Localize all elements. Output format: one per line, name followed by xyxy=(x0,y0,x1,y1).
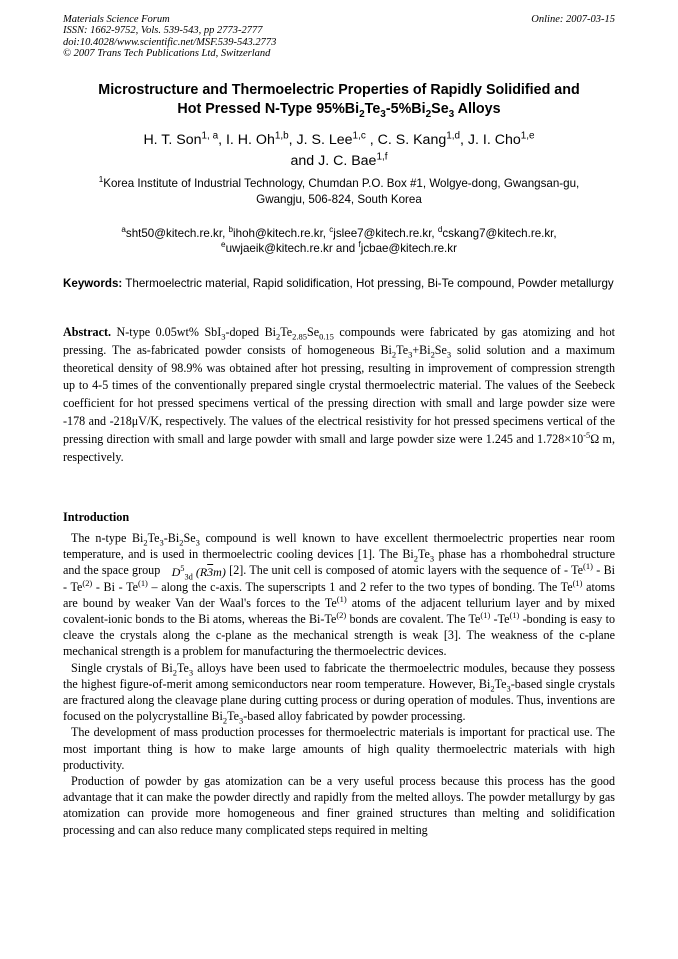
intro-paragraph-2: Single crystals of $Bi_2Te_3$ alloys have been used to fabricate the thermoelectric modules, because they possess the highest figure-of-merit among semiconductors near room temperature. However, $Bi_2Te_3$-based single crystals are fractured along the cleavage plane during cutting process or during operation of modules. Thus, inventions are focused on the polycrystalline $Bi_2Te_3$-based alloy fabricated by powder processing. xyxy=(63,660,615,726)
keywords-text: Thermoelectric material, Rapid solidification, Hot pressing, Bi-Te compound, Powder metallurgy xyxy=(122,277,614,290)
author-line-2: and J. C. Bae$^{1,f}$ xyxy=(290,151,388,169)
intro-paragraph-1: The n-type $Bi_2Te_3-Bi_2Se_3$ compound is well known to have excellent thermoelectric properties near room temperature, and is used in thermoelectric cooling devices [1]. The $Bi_2Te_3$ phase has a rhombohedral structure and the space group $D^5_{3d}$ (R3m) [2]. The unit cell is composed of atomic layers with the sequence of - Te$^{(1)}$ - Bi - Te$^{(2)}$ - Bi - Te$^{(1)}$ – along the c-axis. The superscripts 1 and 2 refer to the two types of bonding. The Te$^{(1)}$ atoms are bound by weaker Van der Waal's forces to the Te$^{(1)}$ atoms of the adjacent tellurium layer and by mixed covalent-ionic bonds to the Bi atoms, whereas the Bi-Te$^{(2)}$ bonds are covalent. The Te$^{(1)}$ -Te$^{(1)}$ -bonding is easy to cleave the crystals along the c-plane as the mechanical strength is weak [3]. The weakness of the c-plane mechanical strength is a problem for manufacturing the thermoelectric devices. xyxy=(63,531,616,659)
affiliation: $^1$Korea Institute of Industrial Technology, Chumdan P.O. Box #1, Wolgye-dong, Gwangsan-gu, Gwangju, 506-824, South Korea xyxy=(98,175,580,206)
abstract-label: Abstract. xyxy=(63,325,112,339)
keywords xyxy=(63,276,615,292)
introduction-body xyxy=(63,530,615,838)
copyright-line: © 2007 Trans Tech Publications Ltd, Switzerland xyxy=(63,47,271,59)
journal-name: Materials Science Forum xyxy=(63,14,170,25)
author-list xyxy=(40,130,638,172)
space-group-symbol: $D^5_{3d}$ (R3m) xyxy=(171,564,226,582)
issn-line: ISSN: 1662-9752, Vols. 539-543, pp 2773-2777 xyxy=(63,25,263,37)
online-date: Online: 2007-03-15 xyxy=(531,14,615,25)
doi-line: doi:10.4028/www.scientific.net/MSF.539-543.2773 xyxy=(63,36,277,48)
author-line-1: H. T. Son$^{1, a}$, I. H. Oh$^{1,b}$, J. S. Lee$^{1,c}$ , C. S. Kang$^{1,d}$, J. I. Cho$^{1,e}$ xyxy=(143,130,535,148)
journal-header xyxy=(63,14,276,59)
paper-title xyxy=(40,81,638,119)
abstract: Abstract. N-type 0.05wt% SbI$_3$-doped $Bi_2Te_{2.85}Se_{0.15}$ compounds were fabricated by gas atomizing and hot pressing. The as-fabricated powder consists of homogeneous $Bi_2Te_3+Bi_2Se_3$ solid solution and a maximum theoretical density of 98.9% was obtained after hot pressing, resulting in improvement of compression strength up to 4-5 times of the conventionally prepared single crystal thermoelectric material. The values of the Seebeck coefficient for hot pressed specimens vertical of the pressing direction with small and large powder size were -178 and -218μV/K, respectively. The values of the electrical resistivity for hot pressed specimens vertical of the pressing direction with small and large powder with small and large powder size were 1.245 and $1.728\times 10^{-5}\Omega$ m, respectively. xyxy=(63,325,615,464)
intro-paragraph-3: The development of mass production processes for thermoelectric materials is important for practical use. The most important thing is how to make large amounts of high quality thermoelectric materials with high productivity. xyxy=(63,725,615,772)
keywords-label: Keywords: xyxy=(63,277,123,290)
introduction-heading: Introduction xyxy=(63,510,130,524)
title-line-1: Microstructure and Thermoelectric Properties of Rapidly Solidified and xyxy=(98,82,580,98)
intro-paragraph-4: Production of powder by gas atomization can be a very useful process because this process has the good advantage that it can make the powder directly and rapidly from the melted alloys. The powder metallurgy by gas atomization can provide more homogeneous and finer grained structures than melting and solidification processing and can also reduce many complicated steps required in melting xyxy=(63,774,615,837)
title-line-2: Hot Pressed N-Type $95\%Bi_2Te_3-5\%Bi_2Se_3$ Alloys xyxy=(177,101,501,120)
author-emails: $^a$sht50@kitech.re.kr, $^b$ihoh@kitech.re.kr, $^c$jslee7@kitech.re.kr, $^d$cskang7@kitech.re.kr, $^e$uwjaeik@kitech.re.kr and $^f$jcbae@kitech.re.kr xyxy=(121,225,557,255)
